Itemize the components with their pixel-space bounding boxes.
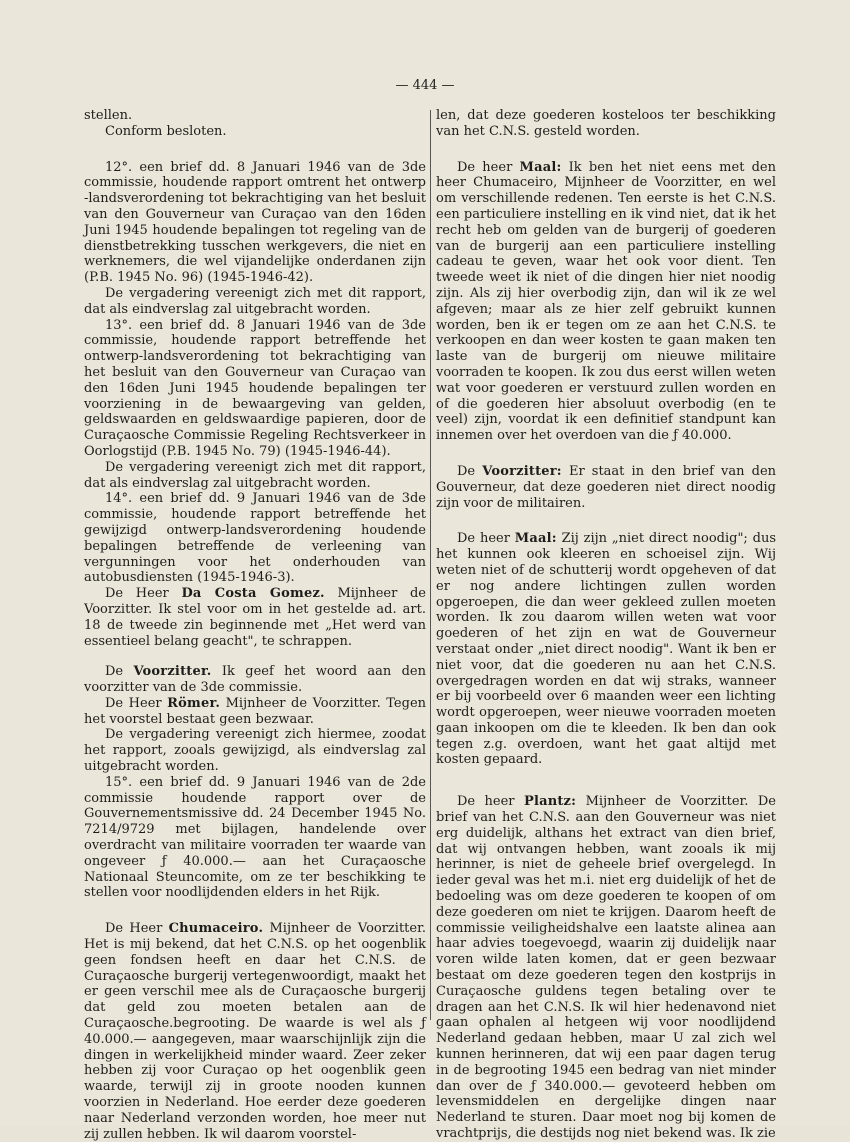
speech-paragraph [436, 794, 776, 1142]
speech-paragraph [436, 160, 776, 444]
speech-text: Ik ben het niet eens met den heer Chumaceiro, Mijnheer de Voorzitter, en wel om verschillende redenen. Ten eerste is het C.N.S. een particuliere instelling en ik vind niet, dat ik het recht heb om gelden van de burgerij of goederen van de burgerij aan een particuliere instelling cadeau te geven, waar het ook voor dient. Ten tweede weet ik niet of die dingen hier niet noodig zijn. Als zij hier overbodig zijn, dan wil ik ze wel afgeven; maar als ze hier zelf gebruikt kunnen worden, ben ik er tegen om ze aan het C.N.S. te verkoopen en dan weer kosten te gaan maken ten laste van de burgerij om nieuwe militaire voorraden te koopen. Ik zou dus eerst willen weten wat voor goederen er verstuurd zullen worden en of die goederen hier absoluut overbodig (en te veel) zijn, voordat ik een definitief standpunt kan innemen over het overdoen van die ƒ 40.000. [436, 159, 777, 444]
speaker-name: Römer. [167, 695, 221, 711]
agenda-item-14: 14°. een brief dd. 9 Januari 1946 van de 3de commissie, houdende rapport betreffende het gewijzigd ontwerp-landsverordening houdende bepalingen betreffende de verleening van vergunningen voor het onderhouden van autobusdiensten (1945-1946-3). [84, 491, 426, 586]
speaker-name: Da Costa Gomez. [181, 586, 325, 602]
paragraph: len, dat deze goederen kosteloos ter beschikking van het C.N.S. gesteld worden. [436, 108, 776, 139]
paragraph: stellen. [84, 108, 133, 123]
paragraph: De vergadering vereenigt zich met dit rapport, dat als eindverslag zal uitgebracht worden. [84, 459, 426, 491]
speaker-name: Chumaceiro. [168, 921, 264, 937]
page-number: — 444 — [395, 78, 455, 93]
paragraph: De vergadering vereenigt zich met dit rapport, dat als eindverslag zal uitgebracht worden. [84, 285, 426, 317]
speech-paragraph [436, 464, 776, 511]
right-column [436, 108, 776, 1142]
paragraph: De vergadering vereenigt zich hiermee, zoodat het rapport, zooals gewijzigd, als eindverslag zal uitgebracht worden. [84, 727, 426, 775]
speaker-prefix: De Heer [105, 586, 169, 602]
speech-paragraph [436, 531, 776, 768]
agenda-item-12: 12°. een brief dd. 8 Januari 1946 van de 3de commissie, houdende rapport omtrent het ontwerp -landsverordening tot bekrachtiging van het besluit van den Gouverneur van Curaçao van den 16den Juni 1945 houdende bepalingen tot regeling van de dienstbetrekking tusschen werkgevers, die niet en werknemers, die wel vijandelijke onderdanen zijn (P.B. 1945 No. 96) (1945-1946-42). [84, 159, 426, 286]
speech-text: Mijnheer de Voorzitter. Tegen het voorstel bestaat geen bezwaar. [84, 695, 427, 727]
speech-text: Er staat in den brief van den Gouverneur, dat deze goederen niet direct noodig zijn voor de militairen. [436, 463, 777, 511]
speaker-name: Voorzitter: [482, 463, 562, 479]
speech-paragraph [84, 921, 426, 1142]
speaker-prefix: De [457, 463, 476, 479]
speaker-name: Voorzitter. [133, 664, 212, 680]
speech-paragraph [84, 586, 426, 649]
speech-paragraph [84, 664, 426, 696]
speech-paragraph [84, 696, 426, 728]
speech-text: Ik geef het woord aan den voorzitter van de 3de commissie. [84, 664, 426, 696]
speaker-name: Plantz: [523, 794, 577, 810]
left-column [84, 108, 426, 1142]
speech-text: Mijnheer de Voorzitter. Het is mij bekend, dat het C.N.S. op het oogenblik geen fondsen heeft en daar het C.N.S. de Curaçaosche burgerij vertegenwoordigt, maakt het er geen verschil mee als de Curaçaosche burgerij dat geld zou moeten betalen aan de Curaçaosche.begrooting. De waarde is wel als ƒ 40.000.— aangegeven, maar waarschijnlijk zijn die dingen in werkelijkheid minder waard. Zeer zeker hebben zij voor Curaçao op het oogenblik geen waarde, terwijl zij in groote nooden kunnen voorzien in Nederland. Hoe eerder deze goederen naar Nederland verzonden worden, hoe meer nut zij zullen hebben. Ik wil daarom voorstel- [84, 921, 426, 1142]
speaker-prefix: De heer [457, 794, 515, 810]
speech-text: Mijnheer de Voorzitter. Ik stel voor om in het gestelde ad. art. 18 de tweede zin beginnende met „Het werd van essentieel belang geacht", te schrappen. [84, 586, 426, 649]
speaker-prefix: De Heer [105, 921, 163, 937]
speech-text: Mijnheer de Voorzitter. De brief van het C.N.S. aan den Gouverneur was niet erg duidelijk, althans het extract van dien brief, dat wij ontvangen hebben, want zooals ik mij herinner, is niet de geheele brief overgelegd. In ieder geval was het m.i. niet erg duidelijk of het de bedoeling was om deze goederen te koopen of om deze goederen om niet te krijgen. Daarom heeft de commissie veiligheidshalve een laatste alinea aan haar advies toegevoegd, waarin zij duidelijk naar voren wilde laten komen, dat er geen bezwaar bestaat om deze goederen tegen den kostprijs in Curaçaosche guldens tegen betaling over te dragen aan het C.N.S. Ik wil hier hedenavond niet gaan ophalen al hetgeen wij voor noodlijdend Nederland gedaan hebben, maar U zal zich wel kunnen herinneren, dat wij een paar dagen terug in de begrooting 1945 een bedrag van niet minder dan over de ƒ 340.000.— gevoteerd hebben om levensmiddelen en dergelijke dingen naar Nederland te sturen. Daar moet nog bij komen de vrachtprijs, die destijds nog niet bekend was. Ik zie [436, 794, 776, 1142]
column-divider [430, 110, 431, 1020]
speaker-prefix: De Heer [105, 695, 162, 711]
speaker-name: Maal: [514, 531, 557, 547]
speaker-prefix: De [105, 664, 124, 680]
speech-text: Zij zijn „niet direct noodig"; dus het kunnen ook kleeren en schoeisel zijn. Wij weten niet of de schutterij wordt opgeheven of dat er nog andere lichtingen zullen worden opgeroepen, die dan weer gekleed zullen moeten worden. Ik zou daarom willen weten wat voor goederen of het zijn en wat de Gouverneur verstaat onder „niet direct noodig". Want ik ben er niet voor, dat die goederen nu aan het C.N.S. overgedragen worden en dat wij straks, wanneer er bij voorbeeld over 6 maanden weer een lichting wordt opgeroepen, weer nieuwe voorraden moeten gaan inkoopen om die te kleeden. Ik ben dan ook tegen z.g. overdoen, want het gaat altijd met kosten gepaard. [436, 531, 776, 768]
agenda-item-15: 15°. een brief dd. 9 Januari 1946 van de 2de commissie houdende rapport over de Gouvernementsmissive dd. 24 December 1945 No. 7214/9729 met bijlagen, handelende over overdracht van militaire voorraden ter waarde van ongeveer ƒ 40.000.— aan het Curaçaosche Nationaal Steuncomite, om ze ter beschikking te stellen voor noodlijdenden elders in het Rijk. [84, 774, 426, 901]
agenda-item-13: 13°. een brief dd. 8 Januari 1946 van de 3de commissie, houdende rapport betreffende het ontwerp-landsverordening tot bekrachtiging van het besluit van den Gouverneur van Curaçao van den 16den Juni 1945 houdende bepalingen ter voorziening in de bewaargeving van gelden, geldswaarden en geldswaardige papieren, door de Curaçaosche Commissie Regeling Rechtsverkeer in Oorlogstijd (P.B. 1945 No. 79) (1945-1946-44). [84, 317, 426, 459]
speaker-name: Maal: [519, 159, 562, 175]
paragraph: Conform besloten. [105, 123, 227, 139]
speaker-prefix: De heer [457, 159, 513, 175]
speaker-prefix: De heer [457, 531, 510, 547]
